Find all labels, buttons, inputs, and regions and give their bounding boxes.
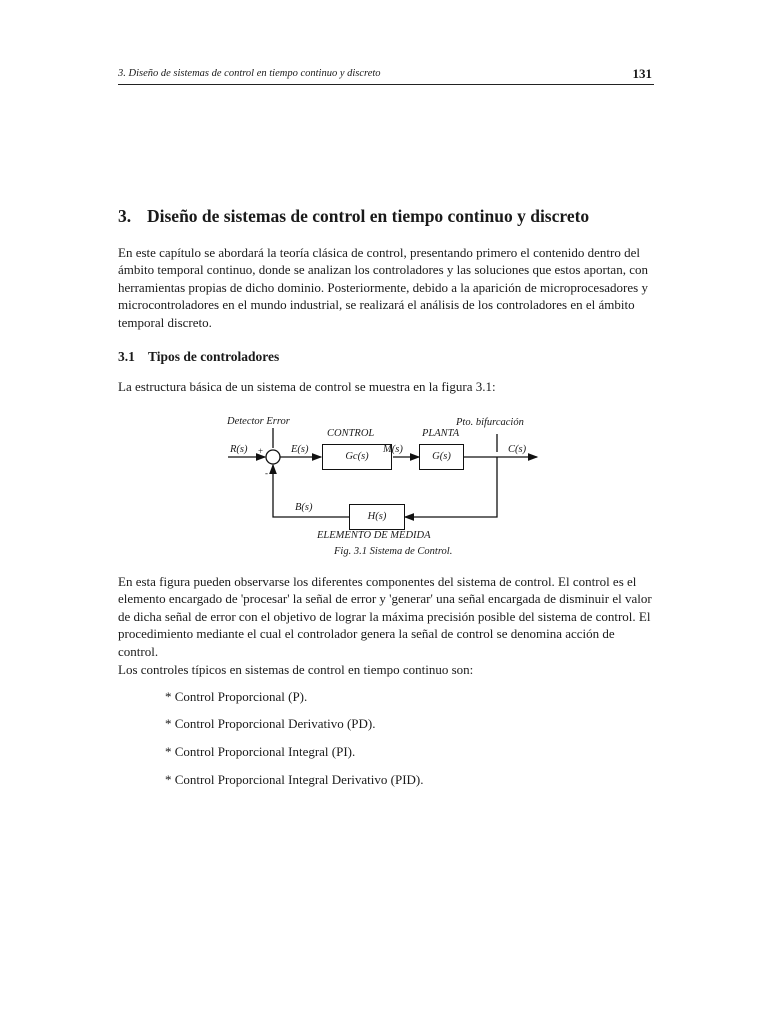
g-block: G(s)	[419, 444, 464, 470]
section-title	[118, 349, 279, 365]
control-label: CONTROL	[327, 428, 375, 439]
chapter-title	[118, 206, 658, 227]
figure-intro: La estructura básica de un sistema de control se muestra en la figura 3.1:	[118, 379, 496, 394]
intro-line: ámbito temporal continuo, donde se analizan los controladores y las soluciones que estos aportan, con	[118, 262, 648, 278]
figure-caption: Fig. 3.1 Sistema de Control.	[334, 546, 453, 557]
page-header	[118, 66, 654, 85]
explanation-line: control.	[118, 643, 159, 659]
intro-line: herramientas propias de dicho dominio. Posteriormente, debido a la aparición de microprocesadores y	[118, 279, 648, 295]
intro-line: En este capítulo se abordará la teoría clásica de control, presentando primero el contenido dentro del	[118, 245, 640, 260]
gc-block: Gc(s)	[322, 444, 392, 470]
e-label: E(s)	[291, 444, 309, 455]
intro-line: temporal discreto.	[118, 314, 212, 330]
m-label: M(s)	[383, 444, 403, 455]
intro-line: microcontroladores en el mundo industrial, se realizará el análisis de los controladores en el ámbito	[118, 297, 635, 313]
list-item: * Control Proporcional Derivativo (PD).	[165, 716, 376, 731]
page-number: 131	[632, 66, 652, 81]
detector-label: Detector Error	[227, 416, 290, 427]
running-title: 3. Diseño de sistemas de control en tiempo continuo y discreto	[118, 68, 381, 79]
h-block: H(s)	[349, 504, 405, 530]
plus-sign: +	[258, 446, 264, 456]
medida-label: ELEMENTO DE MEDIDA	[317, 530, 431, 541]
explanation-line: En esta figura pueden observarse los diferentes componentes del sistema de control. El control es el	[118, 574, 637, 589]
section-number: 3.1	[118, 349, 135, 364]
section-title-text: Tipos de controladores	[148, 349, 280, 364]
c-label: C(s)	[508, 444, 527, 455]
explanation-line: de dicha señal de error con el objetivo de lograr la máxima precisión posible del sistema de control. El	[118, 608, 651, 624]
planta-label: PLANTA	[422, 428, 460, 439]
block-diagram	[225, 412, 550, 564]
minus-sign: -	[265, 468, 268, 478]
list-item: * Control Proporcional (P).	[165, 689, 308, 704]
explanation-line: procedimiento mediante el cual el controlador genera la señal de control se denomina acción de	[118, 626, 615, 642]
list-item: * Control Proporcional Integral (PI).	[165, 744, 356, 759]
chapter-title-text: Diseño de sistemas de control en tiempo continuo y discreto	[147, 206, 590, 226]
intro-paragraph	[118, 244, 652, 331]
chapter-number: 3.	[118, 206, 132, 226]
explanation-line: elemento encargado de 'procesar' la señal de error y 'generar' una señal encargada de disminuir el valor	[118, 591, 652, 607]
r-label: R(s)	[230, 444, 248, 455]
explanation-paragraph	[118, 573, 652, 660]
b-label: B(s)	[295, 502, 313, 513]
list-item: * Control Proporcional Integral Derivativo (PID).	[165, 772, 424, 787]
summing-junction	[266, 450, 280, 464]
bifurcation-label: Pto. bifurcación	[456, 417, 524, 428]
list-intro: Los controles típicos en sistemas de control en tiempo continuo son:	[118, 662, 474, 677]
